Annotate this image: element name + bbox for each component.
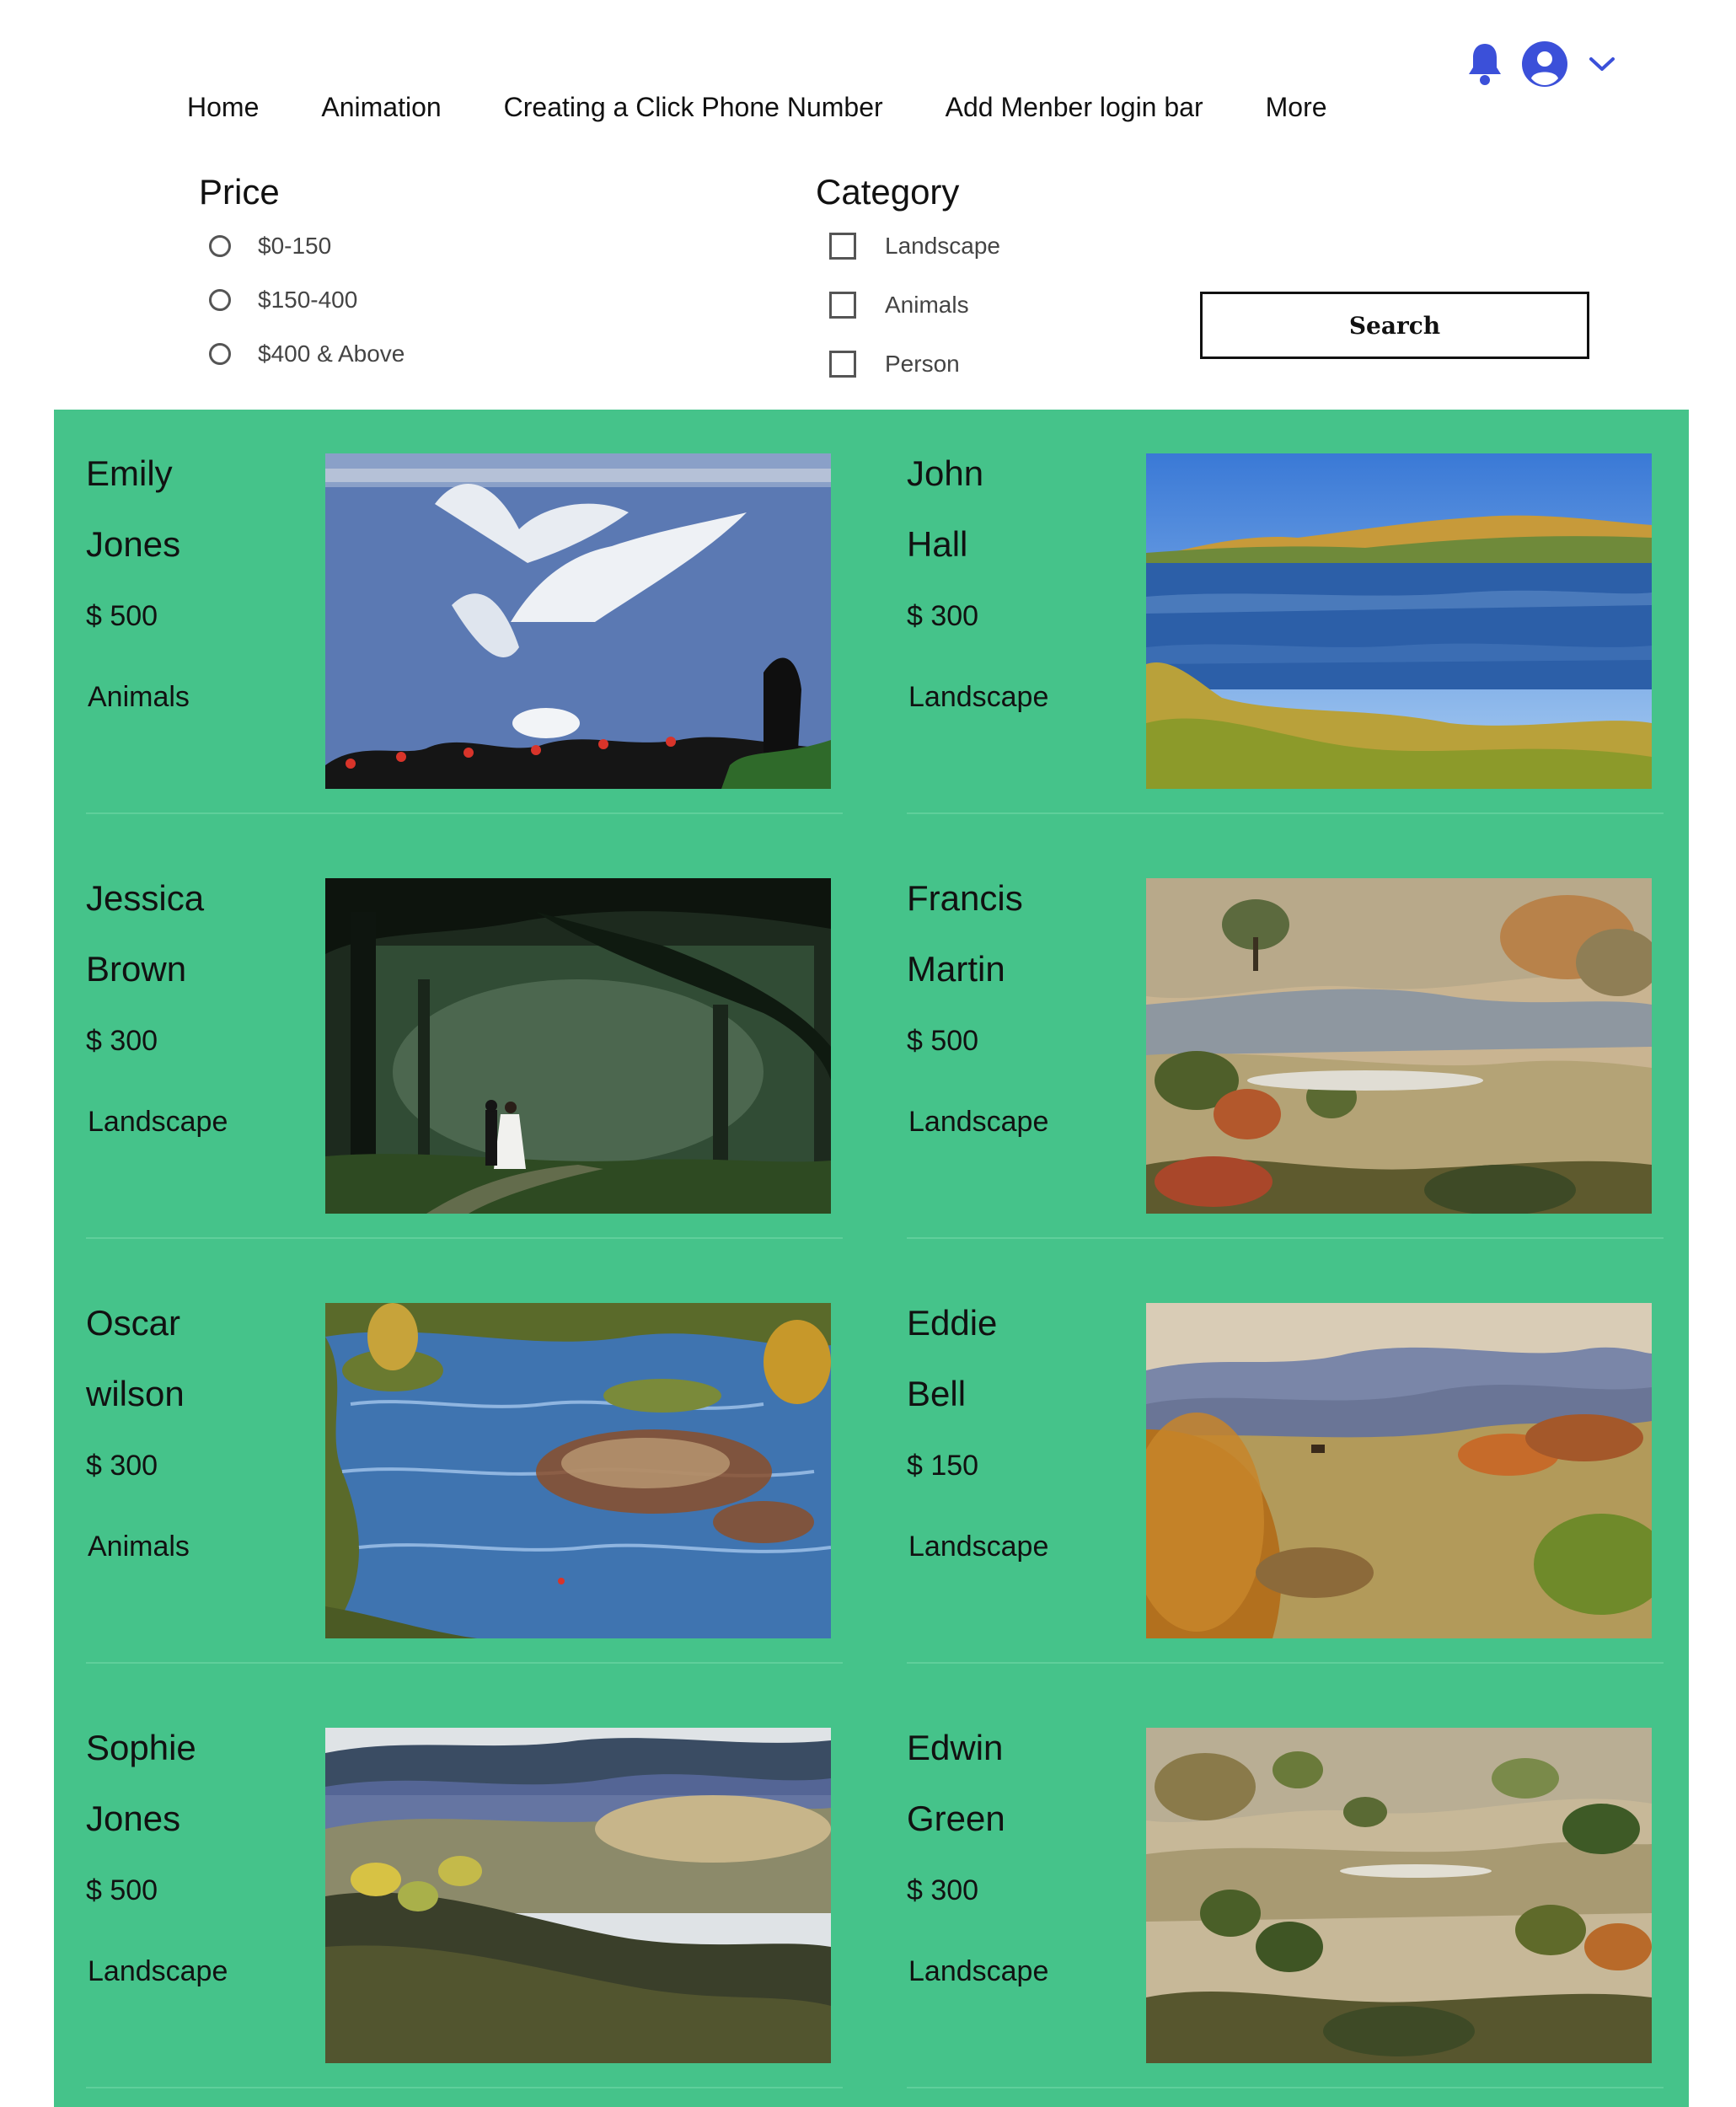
card-category: Landscape <box>908 1531 1049 1563</box>
category-option-animals[interactable] <box>829 292 969 319</box>
price-option-150-400[interactable] <box>209 287 357 314</box>
radio-button[interactable] <box>209 289 231 311</box>
card-category: Animals <box>88 1531 190 1563</box>
radio-button[interactable] <box>209 235 231 257</box>
card-image-hills-sheep[interactable] <box>1146 878 1652 1214</box>
card-first-name: Jessica <box>86 878 205 918</box>
card-image-rolling-hills[interactable] <box>325 1728 831 2063</box>
price-option-label: $150-400 <box>258 287 358 313</box>
card-last-name: Hall <box>907 524 968 564</box>
card-last-name: Bell <box>907 1374 967 1413</box>
card-last-name: Green <box>907 1799 1005 1838</box>
radio-button[interactable] <box>209 343 231 365</box>
card-divider <box>86 812 843 814</box>
nav-more[interactable]: More <box>1265 91 1327 122</box>
checkbox[interactable] <box>829 351 856 378</box>
card-price: $ 500 <box>86 1874 158 1906</box>
price-option-label: $400 & Above <box>258 340 405 367</box>
listing-grid <box>54 410 1689 2107</box>
card-divider <box>907 1662 1664 1664</box>
listing-card[interactable] <box>875 1259 1689 1655</box>
card-category: Landscape <box>908 1106 1049 1138</box>
card-image-savanna-trees[interactable] <box>1146 1728 1652 2063</box>
card-divider <box>86 1662 843 1664</box>
card-image-forest-couple[interactable] <box>325 878 831 1214</box>
card-category: Landscape <box>88 1106 228 1138</box>
card-category: Animals <box>88 681 190 713</box>
nav-add-member-login-bar[interactable]: Add Menber login bar <box>945 91 1203 122</box>
card-price: $ 500 <box>86 600 158 632</box>
listing-card[interactable] <box>875 1684 1689 2080</box>
card-image-lake[interactable] <box>1146 453 1652 789</box>
category-option-label: Animals <box>885 292 969 318</box>
card-price: $ 300 <box>86 1450 158 1482</box>
price-option-0-150[interactable] <box>209 233 331 260</box>
card-first-name: John <box>907 453 984 493</box>
listing-card[interactable] <box>875 834 1689 1230</box>
card-first-name: Emily <box>86 453 173 493</box>
card-divider <box>907 1237 1664 1239</box>
card-divider <box>907 2087 1664 2088</box>
card-price: $ 300 <box>907 1874 979 1906</box>
main-nav <box>187 86 1327 128</box>
card-image-autumn-mountains[interactable] <box>1146 1303 1652 1638</box>
bell-icon[interactable] <box>1465 40 1505 88</box>
card-price: $ 150 <box>907 1450 979 1482</box>
card-last-name: Brown <box>86 949 187 989</box>
category-filter-title: Category <box>816 172 960 212</box>
card-last-name: Jones <box>86 1799 181 1838</box>
listing-card[interactable] <box>54 1684 900 2080</box>
checkbox[interactable] <box>829 292 856 319</box>
listing-card[interactable] <box>54 834 900 1230</box>
category-option-landscape[interactable] <box>829 233 1000 260</box>
card-divider <box>907 812 1664 814</box>
checkbox[interactable] <box>829 233 856 260</box>
card-divider <box>86 2087 843 2088</box>
card-image-river-cattle[interactable] <box>325 1303 831 1638</box>
category-option-person[interactable] <box>829 351 960 378</box>
nav-home[interactable]: Home <box>187 91 260 122</box>
card-price: $ 300 <box>907 600 979 632</box>
card-price: $ 300 <box>86 1025 158 1057</box>
listing-card[interactable] <box>54 410 900 806</box>
card-first-name: Eddie <box>907 1303 998 1343</box>
card-price: $ 500 <box>907 1025 979 1057</box>
price-option-400-above[interactable] <box>209 340 405 367</box>
card-category: Landscape <box>908 681 1049 713</box>
card-category: Landscape <box>88 1955 228 1987</box>
card-last-name: Jones <box>86 524 181 564</box>
card-first-name: Francis <box>907 878 1023 918</box>
price-filter-title: Price <box>199 172 280 212</box>
chevron-down-icon[interactable] <box>1588 54 1616 74</box>
category-option-label: Person <box>885 351 960 377</box>
category-option-label: Landscape <box>885 233 1001 259</box>
nav-click-phone-number[interactable]: Creating a Click Phone Number <box>503 91 883 122</box>
search-button[interactable]: Search <box>1200 292 1589 359</box>
user-avatar-icon[interactable] <box>1521 40 1568 88</box>
nav-animation[interactable]: Animation <box>321 91 442 122</box>
card-first-name: Sophie <box>86 1728 196 1767</box>
card-divider <box>86 1237 843 1239</box>
card-first-name: Edwin <box>907 1728 1004 1767</box>
price-option-label: $0-150 <box>258 233 332 259</box>
card-first-name: Oscar <box>86 1303 181 1343</box>
card-image-seabirds[interactable] <box>325 453 831 789</box>
listing-card[interactable] <box>875 410 1689 806</box>
card-last-name: Martin <box>907 949 1005 989</box>
card-category: Landscape <box>908 1955 1049 1987</box>
card-last-name: wilson <box>86 1374 185 1413</box>
listing-card[interactable] <box>54 1259 900 1655</box>
